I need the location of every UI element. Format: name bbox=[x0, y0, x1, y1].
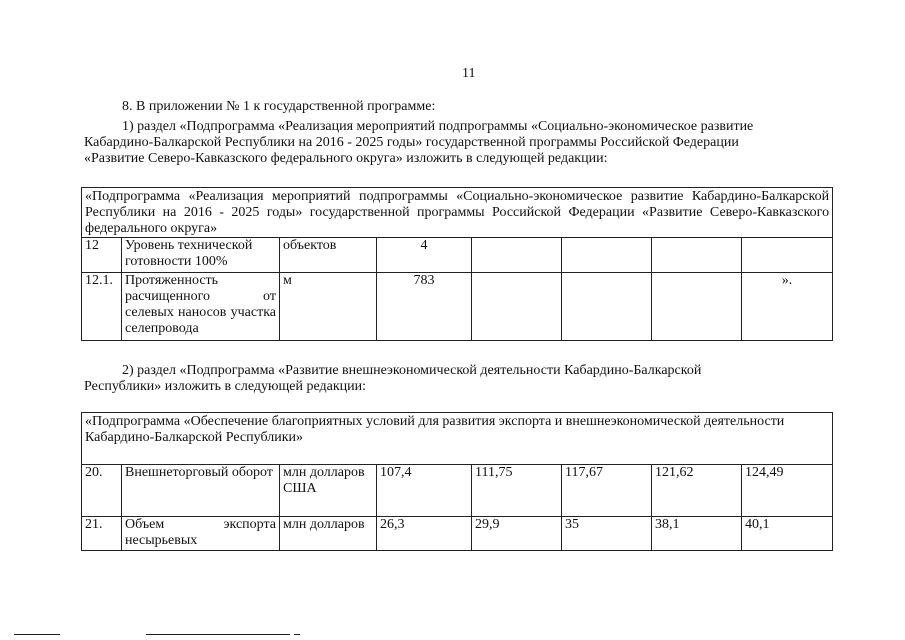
value-cell: 38,1 bbox=[652, 517, 742, 551]
section2-table bbox=[81, 412, 833, 551]
section2-header-line: «Подпрограмма «Обеспечение благоприятных условий для развития экспорта и внешнеэкономической деятельности bbox=[85, 414, 785, 429]
section1-paragraph bbox=[84, 119, 828, 167]
table-row bbox=[82, 465, 833, 517]
section2-table-header bbox=[82, 413, 833, 465]
value-cell: 121,62 bbox=[652, 465, 742, 517]
section1-line: Кабардино-Балкарской Республики на 2016 - 2025 годы» государственной программы Российской Федерации bbox=[84, 135, 739, 150]
unit-cell: объектов bbox=[280, 238, 377, 273]
section1-table-header: «Подпрограмма «Реализация мероприятий подпрограммы «Социально-экономическое развитие Кабардино-Балкарской Республики на 2016 - 2025 годы» государственной программы Российской Федерации «Развитие Северо-Кавказского федерального округа» bbox=[82, 188, 833, 238]
value-cell: 107,4 bbox=[377, 465, 472, 517]
value-cell: 40,1 bbox=[742, 517, 833, 551]
row-number: 20. bbox=[82, 465, 122, 517]
indicator-name: Уровень технической готовности 100% bbox=[122, 238, 280, 273]
value-cell bbox=[742, 238, 833, 273]
table-row bbox=[82, 238, 833, 273]
indicator-name: Протяженность расчищенного от селевых наносов участка селепровода bbox=[122, 273, 280, 341]
value-cell: 26,3 bbox=[377, 517, 472, 551]
indicator-name: Внешнеторговый оборот bbox=[122, 465, 280, 517]
section1-line: «Развитие Северо-Кавказского федерального округа» изложить в следующей редакции: bbox=[84, 151, 608, 166]
value-cell bbox=[472, 238, 562, 273]
intro-paragraph: 8. В приложении № 1 к государственной программе: bbox=[122, 99, 436, 114]
section2-header-line: Кабардино-Балкарской Республики» bbox=[85, 430, 303, 445]
row-number: 12.1. bbox=[82, 273, 122, 341]
value-cell: 29,9 bbox=[472, 517, 562, 551]
page-number: 11 bbox=[462, 66, 476, 81]
row-number: 12 bbox=[82, 238, 122, 273]
section2-line: Республики» изложить в следующей редакции: bbox=[84, 379, 367, 394]
unit-cell: млн долларов США bbox=[280, 465, 377, 517]
table-row bbox=[82, 517, 833, 551]
scan-mark bbox=[146, 634, 290, 635]
value-cell bbox=[562, 273, 652, 341]
value-cell bbox=[652, 238, 742, 273]
value-cell bbox=[472, 273, 562, 341]
value-cell bbox=[562, 238, 652, 273]
table-row bbox=[82, 273, 833, 341]
value-cell bbox=[652, 273, 742, 341]
row-number: 21. bbox=[82, 517, 122, 551]
section1-table bbox=[81, 187, 833, 341]
indicator-name: Объем экспорта несырьевых bbox=[122, 517, 280, 551]
value-cell: 111,75 bbox=[472, 465, 562, 517]
closing-quote: ». bbox=[742, 273, 833, 341]
scan-mark bbox=[14, 634, 60, 635]
value-cell: 117,67 bbox=[562, 465, 652, 517]
scan-mark bbox=[294, 634, 300, 635]
section2-line: 2) раздел «Подпрограмма «Развитие внешнеэкономической деятельности Кабардино-Балкарской bbox=[122, 363, 702, 378]
section1-line: 1) раздел «Подпрограмма «Реализация мероприятий подпрограммы «Социально-экономическое развитие bbox=[122, 119, 754, 134]
value-cell: 4 bbox=[377, 238, 472, 273]
section2-paragraph bbox=[84, 363, 828, 395]
value-cell: 35 bbox=[562, 517, 652, 551]
value-cell: 124,49 bbox=[742, 465, 833, 517]
unit-cell: млн долларов bbox=[280, 517, 377, 551]
unit-cell: м bbox=[280, 273, 377, 341]
value-cell: 783 bbox=[377, 273, 472, 341]
